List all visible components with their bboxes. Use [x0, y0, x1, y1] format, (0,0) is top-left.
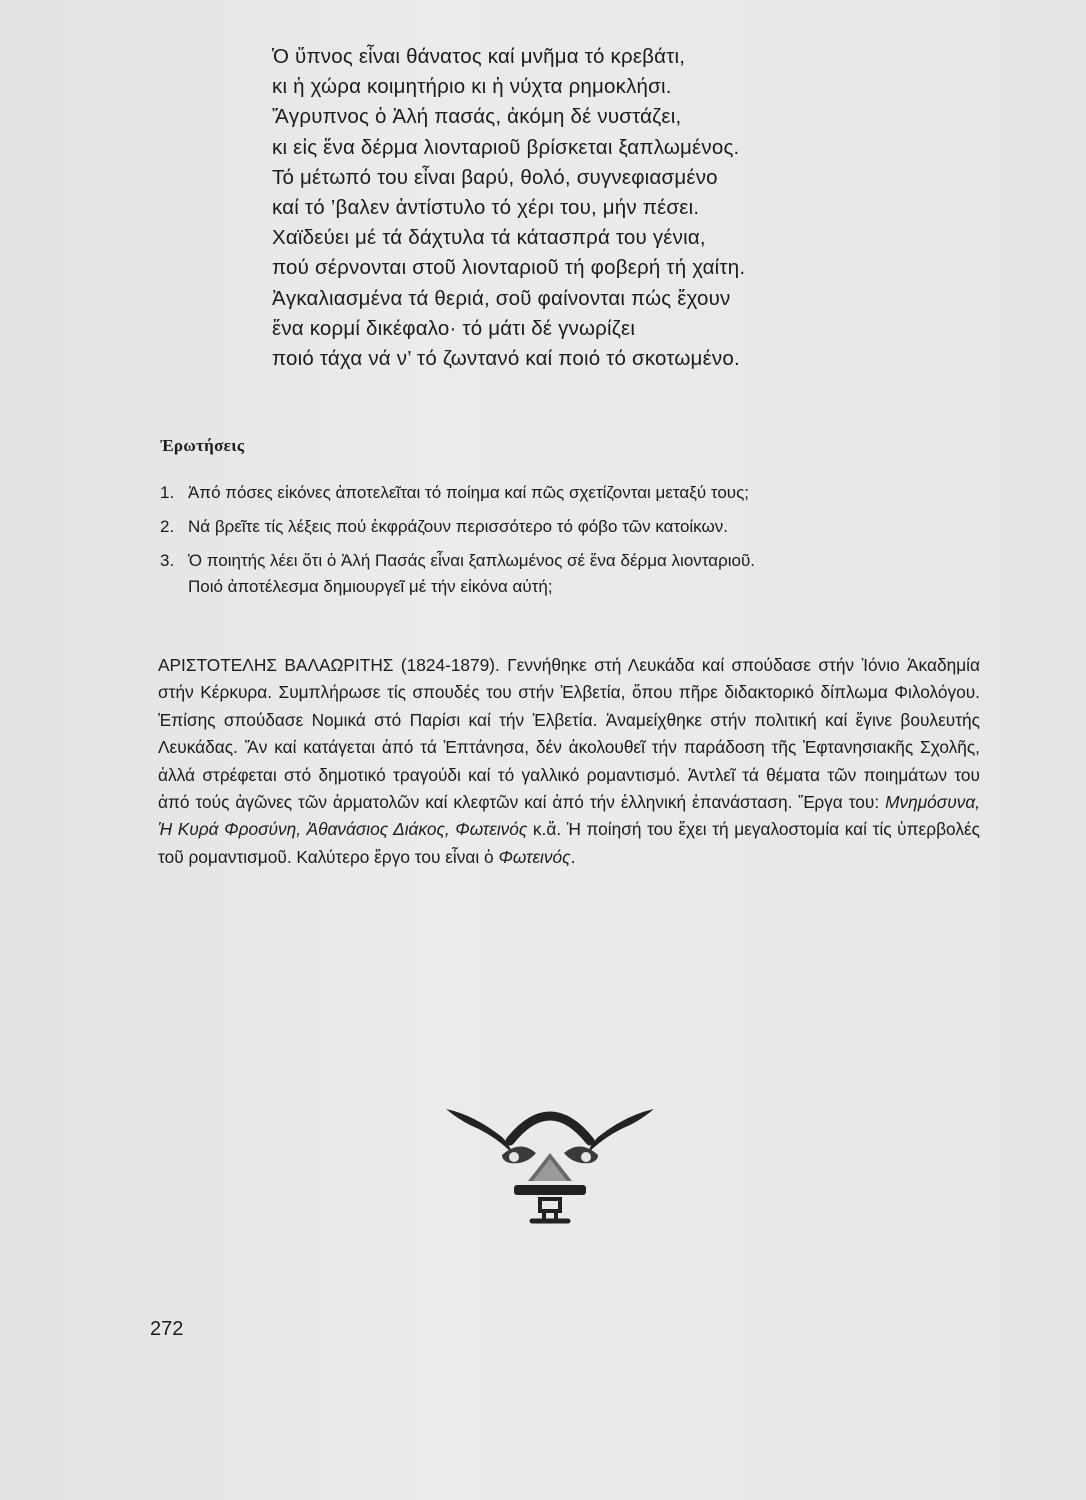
question-text-line: Νά βρεῖτε τίς λέξεις πού ἐκφράζουν περισσότερο τό φόβο τῶν κατοίκων.	[188, 517, 728, 536]
questions-list	[160, 480, 980, 608]
bio-works-italic: Μνημόσυνα, Ἡ Κυρά Φροσύνη, Ἀθανάσιος Διάκος, Φωτεινός	[158, 792, 980, 840]
poem-line: κι ἡ χώρα κοιμητήριο κι ἡ νύχτα ρημοκλήσι.	[272, 75, 672, 99]
question-text	[188, 548, 980, 600]
decorative-head-ornament-icon	[440, 1095, 660, 1245]
poem-line: καί τό ’βαλεν ἀντίστυλο τό χέρι του, μήν πέσει.	[272, 196, 700, 220]
poem-line: πού σέρνονται στοῦ λιονταριοῦ τή φοβερή τή χαίτη.	[272, 256, 746, 280]
question-text-line: Ποιό ἀποτέλεσμα δημιουργεῖ μέ τήν εἰκόνα αὐτή;	[188, 577, 553, 596]
question-number: 1.	[160, 483, 175, 502]
bio-text: κ.ἄ. Ἡ ποίησή του ἔχει τή μεγαλοστομία καί τίς ὑπερβολές τοῦ ρομαντισμοῦ. Καλύτερο ἔργο του εἶναι ὁ	[158, 819, 980, 867]
poem-line: Ὁ ὕπνος εἶναι θάνατος καί μνῆμα τό κρεβάτι,	[272, 45, 686, 68]
author-biography	[158, 652, 980, 871]
poem-line: Τό μέτωπό του εἶναι βαρύ, θολό, συγνεφιασμένο	[272, 165, 718, 189]
question-text	[188, 514, 980, 540]
poem-line: ποιό τάχα νά ν’ τό ζωντανό καί ποιό τό σκοτωμένο.	[272, 347, 740, 371]
question-text	[188, 480, 980, 506]
poem-line: κι εἰς ἕνα δέρμα λιονταριοῦ βρίσκεται ξαπλωμένος.	[272, 135, 740, 159]
question-2	[160, 514, 980, 540]
poem-line: Ἀγκαλιασμένα τά θεριά, σοῦ φαίνονται πώς ἔχουν	[272, 286, 731, 310]
questions-heading: Ἐρωτήσεις	[160, 436, 245, 455]
question-number: 2.	[160, 517, 175, 536]
question-text-line: Ὁ ποιητής λέει ὅτι ὁ Ἀλή Πασάς εἶναι ξαπλωμένος σέ ἕνα δέρμα λιονταριοῦ.	[188, 551, 755, 570]
question-text-line: Ἀπό πόσες εἰκόνες ἀποτελεῖται τό ποίημα καί πῶς σχετίζονται μεταξύ τους;	[188, 483, 749, 502]
poem-line: ἕνα κορμί δικέφαλο· τό μάτι δέ γνωρίζει	[272, 316, 636, 340]
poem-excerpt	[272, 42, 912, 374]
question-number: 3.	[160, 551, 175, 570]
bio-text: .	[570, 846, 576, 867]
poem-line: Ἄγρυπνος ὁ Ἀλή πασάς, ἀκόμη δέ νυστάζει,	[272, 105, 682, 129]
question-1	[160, 480, 980, 506]
bio-text: ΑΡΙΣΤΟΤΕΛΗΣ ΒΑΛΑΩΡΙΤΗΣ (1824-1879). Γεννήθηκε στή Λευκάδα καί σπούδασε στήν Ἰόνιο Ἀκαδημία στήν Κέρκυρα. Συμπλήρωσε τίς σπουδές του στήν Ἐλβετία, ὅπου πῆρε διδακτορικό δίπλωμα Φιλολόγου. Ἐπίσης σπούδασε Νομικά στό Παρίσι καί τήν Ἐλβετία. Ἀναμείχθηκε στήν πολιτική καί ἔγινε βουλευτής Λευκάδας. Ἄν καί κατάγεται ἀπό τά Ἑπτάνησα, δέν ἀκολουθεῖ τήν παράδοση τῆς Ἑφτανησιακῆς Σχολῆς, ἀλλά στρέφεται στό δημοτικό τραγούδι καί τό γαλλικό ρομαντισμό. Ἀντλεῖ τά θέματα τῶν ποιημάτων του ἀπό τούς ἀγῶνες τῶν ἁρματολῶν καί κλεφτῶν καί ἀπό τήν ἑλληνική ἐπανάσταση. Ἔργα του:	[158, 655, 980, 813]
question-3	[160, 548, 980, 600]
page-number: 272	[150, 1318, 184, 1340]
poem-line: Χαϊδεύει μέ τά δάχτυλα τά κάτασπρά του γένια,	[272, 226, 706, 250]
bio-best-work-italic: Φωτεινός	[498, 846, 571, 867]
